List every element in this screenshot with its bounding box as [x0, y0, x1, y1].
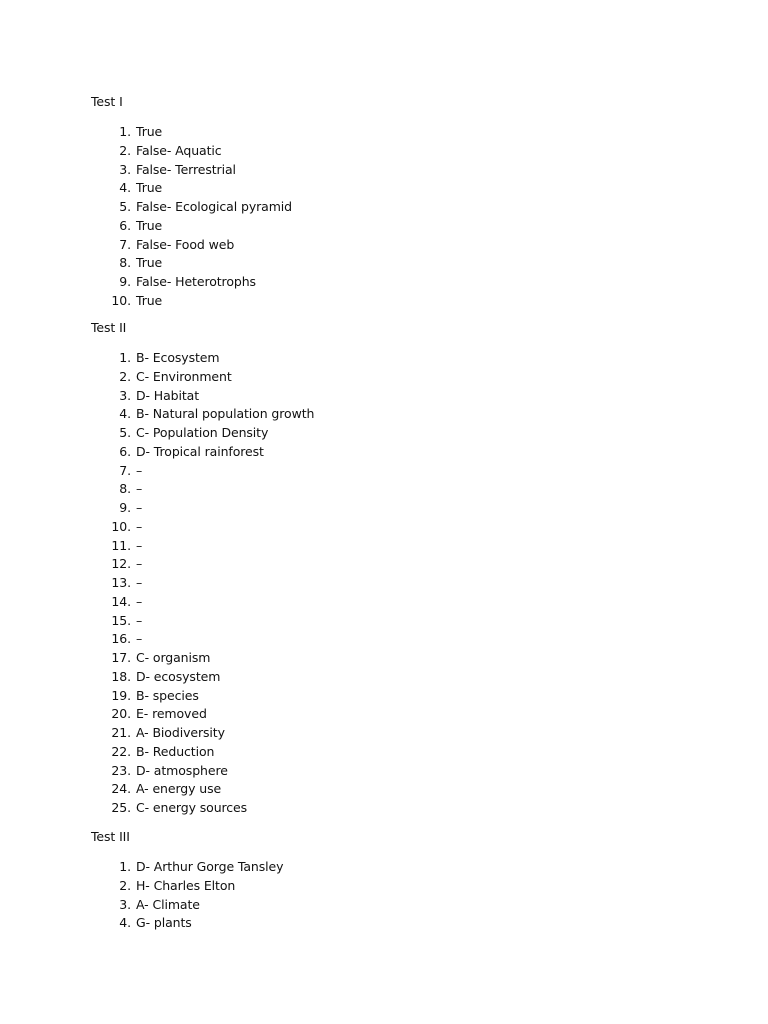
item-text: –	[136, 556, 143, 572]
list-item	[91, 499, 143, 518]
item-text: –	[136, 462, 143, 478]
section-test-3	[91, 829, 284, 933]
item-number: 1.	[119, 859, 131, 874]
list-item	[91, 462, 143, 481]
item-text: False- Terrestrial	[136, 161, 236, 177]
list-item	[91, 724, 225, 743]
item-number: 4.	[119, 915, 131, 931]
item-number: 8.	[119, 255, 131, 271]
item-number: 24.	[111, 781, 131, 797]
item-text: A- Climate	[136, 896, 200, 912]
item-text: G- plants	[136, 915, 192, 931]
item-text: –	[136, 575, 143, 590]
list-item	[91, 273, 256, 292]
section-heading: Test III	[91, 829, 130, 844]
item-text: A- energy use	[136, 781, 222, 797]
item-number: 4.	[119, 406, 131, 422]
item-text: B- Natural population growth	[136, 406, 315, 422]
item-text: False- Aquatic	[136, 142, 222, 158]
item-number: 2.	[119, 877, 131, 893]
item-number: 17.	[111, 650, 131, 665]
list-item	[91, 858, 284, 877]
list-item	[91, 254, 163, 273]
list-item	[91, 537, 143, 556]
item-number: 22.	[111, 743, 131, 759]
item-text: B- Reduction	[136, 743, 215, 759]
item-number: 20.	[111, 706, 131, 722]
item-text: D- Arthur Gorge Tansley	[136, 859, 284, 874]
list-item	[91, 687, 199, 706]
answer-list	[91, 858, 284, 933]
list-item	[91, 555, 143, 574]
item-text: False- Ecological pyramid	[136, 199, 293, 214]
item-number: 2.	[119, 142, 131, 158]
item-number: 8.	[119, 481, 131, 497]
item-text: D- ecosystem	[136, 668, 221, 684]
list-item	[91, 743, 215, 762]
item-number: 12.	[111, 556, 131, 572]
answer-list	[91, 123, 293, 311]
item-number: 10.	[111, 292, 131, 308]
list-item	[91, 368, 232, 387]
item-number: 7.	[119, 236, 131, 252]
section-test-2	[91, 320, 315, 818]
item-number: 6.	[119, 443, 131, 459]
list-item	[91, 424, 269, 443]
section-test-1	[91, 94, 293, 311]
item-text: –	[136, 500, 143, 515]
list-item	[91, 896, 200, 915]
list-item	[91, 480, 143, 499]
item-text: B- Ecosystem	[136, 350, 220, 365]
item-number: 9.	[119, 274, 131, 289]
list-item	[91, 443, 264, 462]
list-item	[91, 405, 315, 424]
item-text: –	[136, 481, 143, 497]
list-item	[91, 387, 200, 406]
item-text: –	[136, 518, 143, 534]
list-item	[91, 179, 163, 198]
item-number: 5.	[119, 199, 131, 214]
item-number: 6.	[119, 217, 131, 233]
item-text: True	[136, 255, 163, 271]
item-text: D- Tropical rainforest	[136, 443, 264, 459]
item-number: 1.	[119, 350, 131, 365]
list-item	[91, 518, 143, 537]
item-text: A- Biodiversity	[136, 725, 225, 740]
item-number: 19.	[111, 687, 131, 703]
item-number: 3.	[119, 387, 131, 403]
list-item	[91, 217, 163, 236]
item-number: 7.	[119, 462, 131, 478]
item-text: True	[136, 180, 163, 196]
list-item	[91, 123, 163, 142]
item-text: E- removed	[136, 706, 207, 722]
item-number: 14.	[111, 593, 131, 609]
item-text: C- organism	[136, 650, 211, 665]
item-number: 1.	[119, 124, 131, 139]
list-item	[91, 705, 207, 724]
list-item	[91, 161, 236, 180]
list-item	[91, 914, 192, 933]
item-number: 3.	[119, 161, 131, 177]
list-item	[91, 630, 143, 649]
list-item	[91, 236, 235, 255]
item-text: –	[136, 631, 143, 647]
list-item	[91, 292, 163, 311]
item-number: 5.	[119, 425, 131, 440]
item-text: True	[136, 292, 163, 308]
item-number: 16.	[111, 631, 131, 647]
list-item	[91, 762, 228, 781]
item-number: 3.	[119, 896, 131, 912]
item-number: 10.	[111, 518, 131, 534]
item-text: D- atmosphere	[136, 762, 228, 778]
list-item	[91, 799, 248, 818]
item-text: C- Environment	[136, 368, 232, 384]
item-text: –	[136, 612, 143, 628]
item-text: –	[136, 537, 143, 553]
item-text: C- Population Density	[136, 425, 269, 440]
item-number: 21.	[111, 725, 131, 740]
list-item	[91, 612, 143, 631]
list-item	[91, 142, 222, 161]
item-number: 2.	[119, 368, 131, 384]
item-number: 11.	[111, 537, 131, 553]
item-text: B- species	[136, 687, 199, 703]
list-item	[91, 649, 211, 668]
item-text: –	[136, 593, 143, 609]
item-text: D- Habitat	[136, 387, 200, 403]
item-text: H- Charles Elton	[136, 877, 236, 893]
list-item	[91, 780, 222, 799]
section-heading: Test I	[91, 94, 123, 109]
item-number: 4.	[119, 180, 131, 196]
item-number: 13.	[111, 575, 131, 590]
item-number: 18.	[111, 668, 131, 684]
item-text: True	[136, 124, 163, 139]
list-item	[91, 593, 143, 612]
list-item	[91, 349, 220, 368]
item-text: True	[136, 217, 163, 233]
item-number: 25.	[111, 800, 131, 815]
answer-list	[91, 349, 315, 818]
item-number: 9.	[119, 500, 131, 515]
item-number: 15.	[111, 612, 131, 628]
list-item	[91, 877, 236, 896]
item-text: False- Heterotrophs	[136, 274, 256, 289]
item-text: False- Food web	[136, 236, 235, 252]
section-heading: Test II	[91, 320, 127, 335]
item-number: 23.	[111, 762, 131, 778]
list-item	[91, 574, 143, 593]
item-text: C- energy sources	[136, 800, 248, 815]
list-item	[91, 198, 293, 217]
list-item	[91, 668, 221, 687]
